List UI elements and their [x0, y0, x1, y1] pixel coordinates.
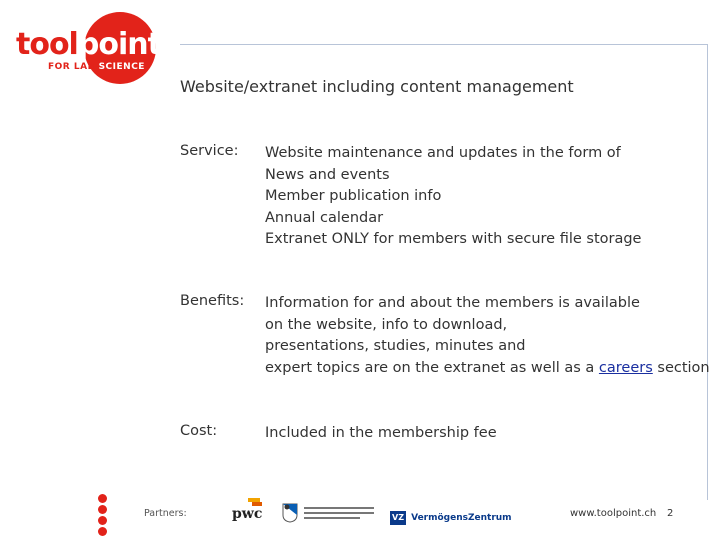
service-line: Website maintenance and updates in the form of — [265, 145, 621, 161]
frame-right-line — [707, 44, 708, 500]
benefits-line: presentations, studies, minutes and — [265, 338, 526, 354]
page-number: 2 — [667, 508, 674, 519]
website-url: www.toolpoint.ch — [570, 508, 657, 519]
benefits-line: on the website, info to download, — [265, 316, 508, 333]
partner-zurich-logo — [282, 503, 378, 525]
vz-mark: VZ — [390, 511, 406, 525]
service-lines — [265, 143, 641, 251]
logo-tagline — [48, 62, 145, 72]
zurich-text-line — [304, 517, 360, 519]
red-dot-icon — [98, 516, 107, 525]
service-label: Service: — [180, 143, 239, 159]
logo-tagline-left: FOR LAB — [48, 62, 95, 72]
benefits-label: Benefits: — [180, 293, 245, 309]
pwc-wordmark: pwc — [232, 506, 263, 522]
benefits-last-line — [265, 358, 710, 380]
toolpoint-logo — [14, 10, 161, 82]
careers-link[interactable]: careers — [598, 359, 653, 376]
frame-top-line — [180, 44, 708, 45]
partner-pwc-logo — [230, 498, 268, 524]
vz-wordmark: VermögensZentrum — [411, 512, 512, 523]
logo-word-left: tool — [16, 27, 78, 62]
red-dot-icon — [98, 527, 107, 536]
logo-wordmark — [16, 27, 161, 62]
partners-label: Partners: — [144, 508, 187, 519]
benefits-lines — [265, 293, 710, 379]
logo-tagline-right: SCIENCE — [98, 62, 145, 72]
decorative-dots — [98, 494, 108, 538]
slide-title: Website/extranet including content management — [180, 77, 574, 96]
service-line: News and events — [265, 166, 390, 183]
benefits-last-prefix: expert topics are on the extranet as well as a — [265, 359, 599, 376]
cost-label: Cost: — [180, 423, 218, 439]
zurich-text-line — [304, 507, 374, 509]
partner-vz-logo — [390, 507, 512, 523]
red-dot-icon — [98, 505, 107, 514]
red-dot-icon — [98, 494, 107, 503]
service-line: Extranet ONLY for members with secure file storage — [265, 231, 642, 247]
zurich-text-line — [304, 512, 374, 514]
zurich-text-lines — [304, 507, 374, 522]
benefits-last-suffix: section — [652, 359, 710, 376]
service-line: Annual calendar — [265, 209, 384, 226]
service-line: Member publication info — [265, 188, 442, 204]
benefits-line: Information for and about the members is available — [265, 295, 640, 311]
cost-line: Included in the membership fee — [265, 425, 497, 441]
logo-word-right: point — [77, 27, 161, 62]
zurich-crest-icon — [282, 503, 298, 523]
cost-lines — [265, 423, 497, 445]
